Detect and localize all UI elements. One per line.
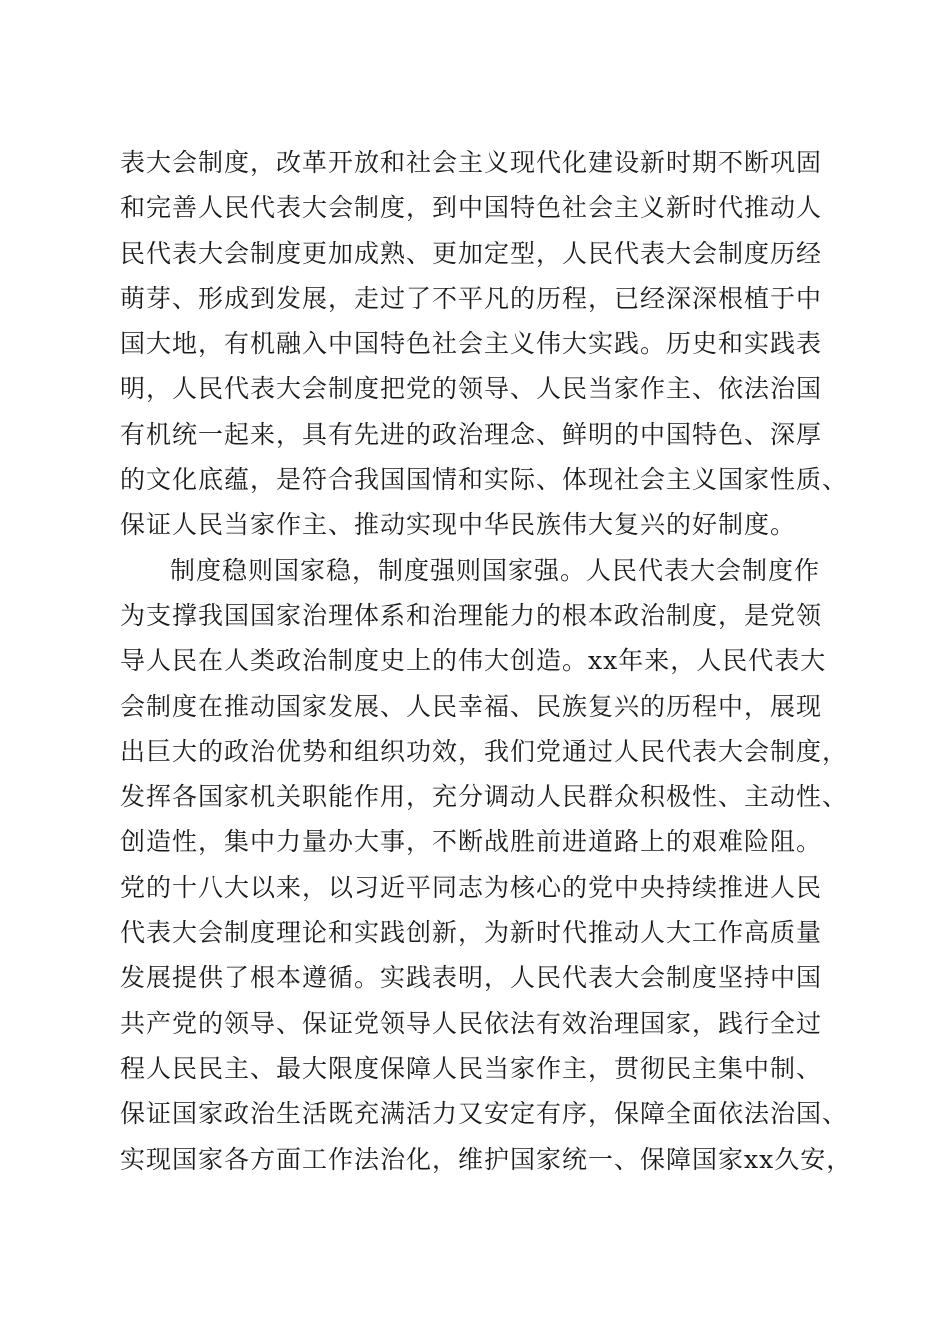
text-line: 程人民民主、最大限度保障人民当家作主，贯彻民主集中制、	[120, 1053, 823, 1083]
text-line: 创造性，集中力量办大事，不断战胜前进道路上的艰难险阻。	[120, 827, 823, 857]
text-line: 和完善人民代表大会制度，到中国特色社会主义新时代推动人	[120, 193, 823, 223]
text-line: 民代表大会制度更加成熟、更加定型，人民代表大会制度历经	[120, 238, 823, 268]
text-line: 代表大会制度理论和实践创新，为新时代推动人大工作高质量	[120, 918, 823, 948]
text-line: 发展提供了根本遵循。实践表明，人民代表大会制度坚持中国	[120, 963, 823, 993]
text-line: 党的十八大以来，以习近平同志为核心的党中央持续推进人民	[120, 872, 823, 902]
text-line: 实现国家各方面工作法治化，维护国家统一、保障国家xx久安，	[120, 1144, 853, 1174]
text-line: 国大地，有机融入中国特色社会主义伟大实践。历史和实践表	[120, 329, 823, 359]
paragraph-start-line: 制度稳则国家稳，制度强则国家强。人民代表大会制度作	[170, 555, 821, 585]
text-line: 出巨大的政治优势和组织功效，我们党通过人民代表大会制度，	[120, 736, 849, 766]
text-line: 共产党的领导、保证党领导人民依法有效治理国家，践行全过	[120, 1008, 823, 1038]
text-line: 表大会制度，改革开放和社会主义现代化建设新时期不断巩固	[120, 148, 823, 177]
text-line: 导人民在人类政治制度史上的伟大创造。xx年来，人民代表大	[120, 646, 827, 676]
text-line: 会制度在推动国家发展、人民幸福、民族复兴的历程中，展现	[120, 691, 823, 721]
text-line: 的文化底蕴，是符合我国国情和实际、体现社会主义国家性质、	[120, 465, 849, 495]
text-line: 明，人民代表大会制度把党的领导、人民当家作主、依法治国	[120, 374, 823, 404]
text-line: 为支撑我国国家治理体系和治理能力的根本政治制度，是党领	[120, 600, 823, 630]
text-line: 有机统一起来，具有先进的政治理念、鲜明的中国特色、深厚	[120, 419, 823, 449]
body-text	[120, 140, 853, 1182]
text-line: 萌芽、形成到发展，走过了不平凡的历程，已经深深根植于中	[120, 283, 823, 313]
text-line: 发挥各国家机关职能作用，充分调动人民群众积极性、主动性、	[120, 782, 849, 812]
text-line: 保证人民当家作主、推动实现中华民族伟大复兴的好制度。	[120, 510, 797, 540]
text-line: 保证国家政治生活既充满活力又安定有序，保障全面依法治国、	[120, 1099, 849, 1129]
